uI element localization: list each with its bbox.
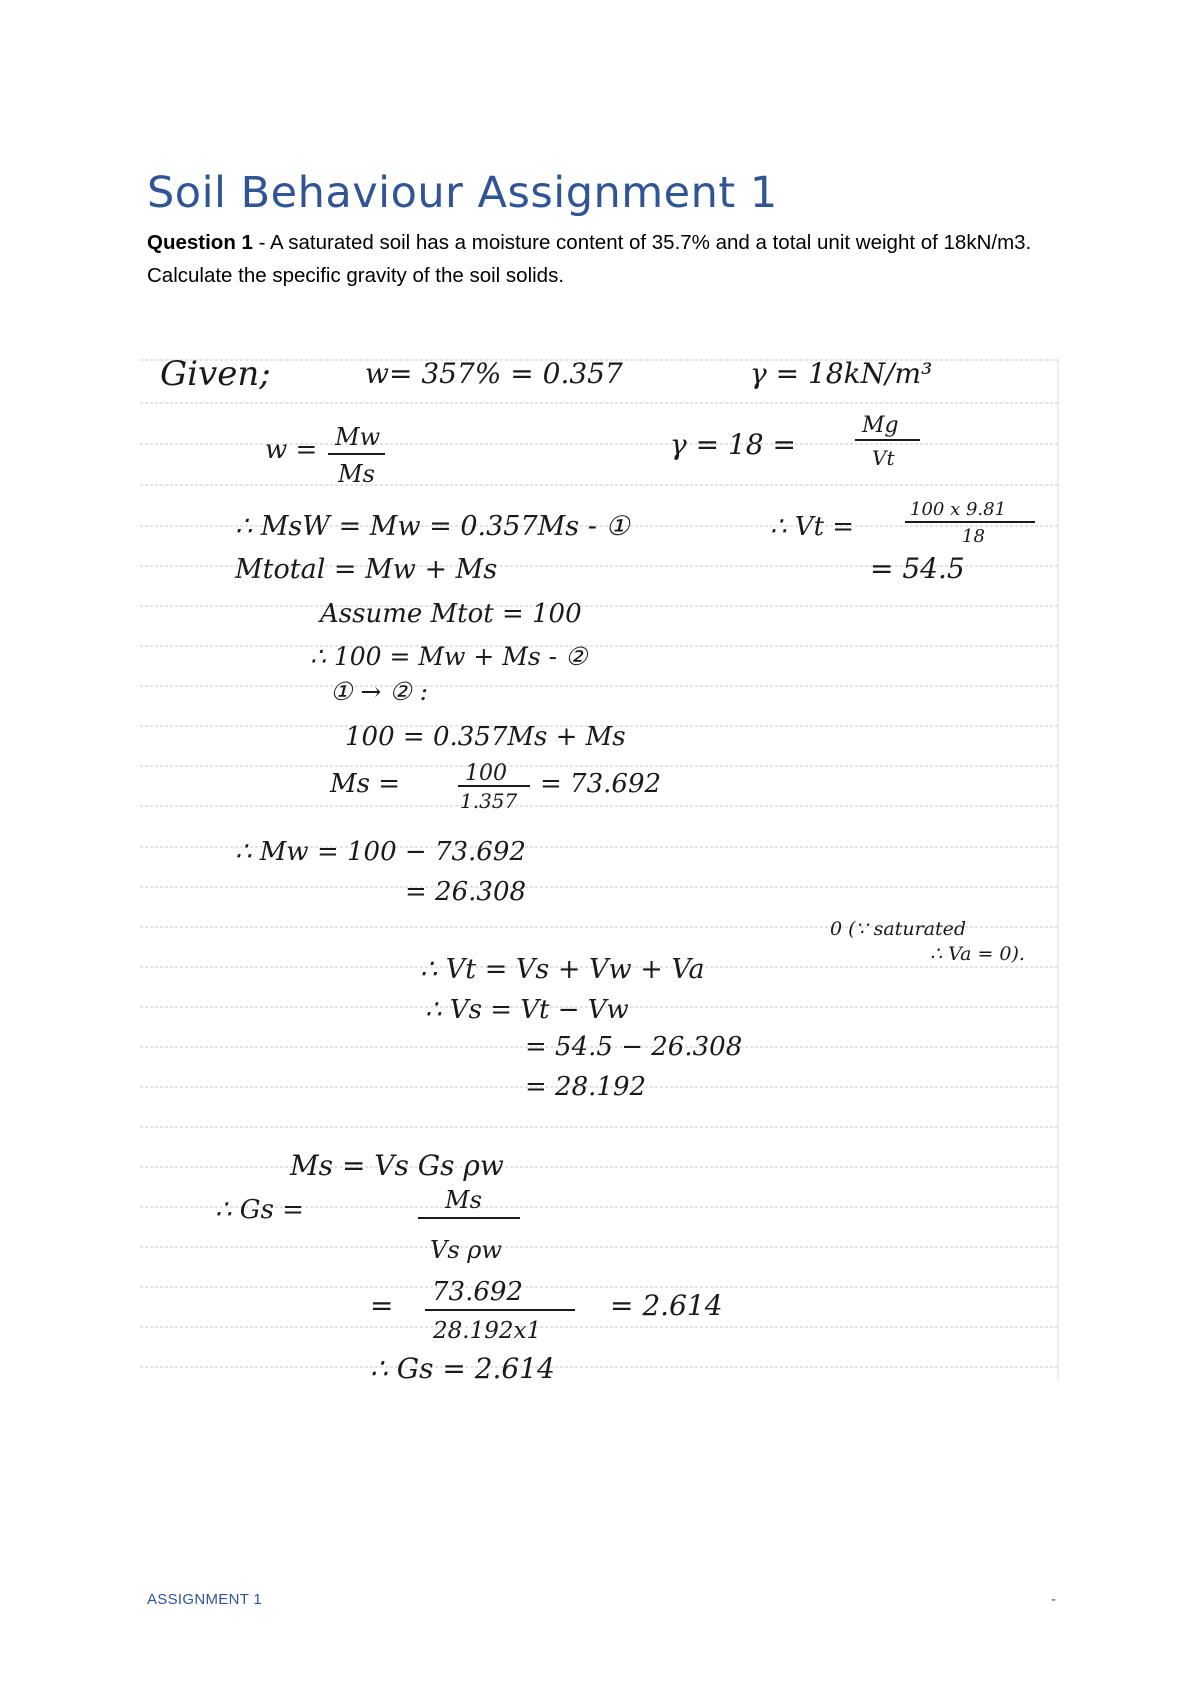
hw-gs-calc-num: 73.692 [432,1277,523,1307]
hw-assume: Assume Mtot = 100 [320,599,582,629]
hw-w-def: w = [265,435,318,465]
hw-mw-value: = 26.308 [405,877,527,907]
question-separator: - [252,231,271,254]
hw-vs-value: = 28.192 [525,1072,647,1102]
hw-gs-eq: = [370,1289,394,1322]
hw-vt-num: 100 x 9.81 [910,499,1007,520]
hw-eq1: ∴ MsW = Mw = 0.357Ms - ① [235,511,630,542]
hw-w-den: Ms [338,460,375,488]
hw-ms-relation: Ms = Vs Gs ρw [290,1149,504,1182]
hw-ms-den: 1.357 [460,789,518,813]
question-text [147,226,1047,292]
hw-vt-value: = 54.5 [870,552,965,585]
question-label: Question 1 [147,231,253,254]
hw-vs-calc: = 54.5 − 26.308 [525,1032,743,1062]
hw-moisture: w= 357% = 0.357 [365,357,623,390]
hw-vs-def: ∴ Vs = Vt − Vw [425,995,629,1025]
hw-gamma-def: γ = 18 = [670,428,796,461]
hw-given: Given; [160,354,271,394]
hw-vt-den: 18 [962,526,985,547]
hw-gamma-den: Vt [872,446,895,470]
hw-eq2: ∴ 100 = Mw + Ms - ② [310,642,588,671]
footer-page-marker: - [1051,1591,1056,1608]
hw-mtotal: Mtotal = Mw + Ms [235,554,498,585]
hw-substitute: ① → ② : [330,677,429,706]
hw-gs-den: Vs ρw [430,1236,502,1264]
hw-ms-num: 100 [465,761,507,786]
hw-volume-sum: ∴ Vt = Vs + Vw + Va [420,954,705,985]
hw-va-note: ∴ Va = 0). [930,943,1025,965]
hw-w-num: Mw [335,423,381,451]
hw-final-answer: ∴ Gs = 2.614 [370,1352,555,1385]
hw-gs-def: ∴ Gs = [215,1195,304,1225]
hw-gs-calc-result: = 2.614 [610,1289,723,1322]
hw-mw-calc: ∴ Mw = 100 − 73.692 [235,837,526,867]
hw-unit-weight: γ = 18kN/m³ [750,357,933,390]
handwritten-solution [140,330,1060,1400]
footer-title: ASSIGNMENT 1 [147,1591,263,1608]
hw-gs-num: Ms [445,1186,482,1214]
hw-combined: 100 = 0.357Ms + Ms [345,722,626,752]
hw-gamma-num: Mg [862,413,899,438]
question-body: A saturated soil has a moisture content of 35.7% and a total unit weight of 18kN/m3. Calculate the specific gravity of the soil solids. [147,231,1032,287]
hw-saturated-note: 0 (∵ saturated [830,918,967,940]
hw-vt-def: ∴ Vt = [770,512,855,542]
hw-ms-def: Ms = [330,769,401,799]
hw-ms-value: = 73.692 [540,769,662,799]
hw-gs-calc-den: 28.192x1 [433,1318,542,1344]
page-title: Soil Behaviour Assignment 1 [147,168,778,218]
